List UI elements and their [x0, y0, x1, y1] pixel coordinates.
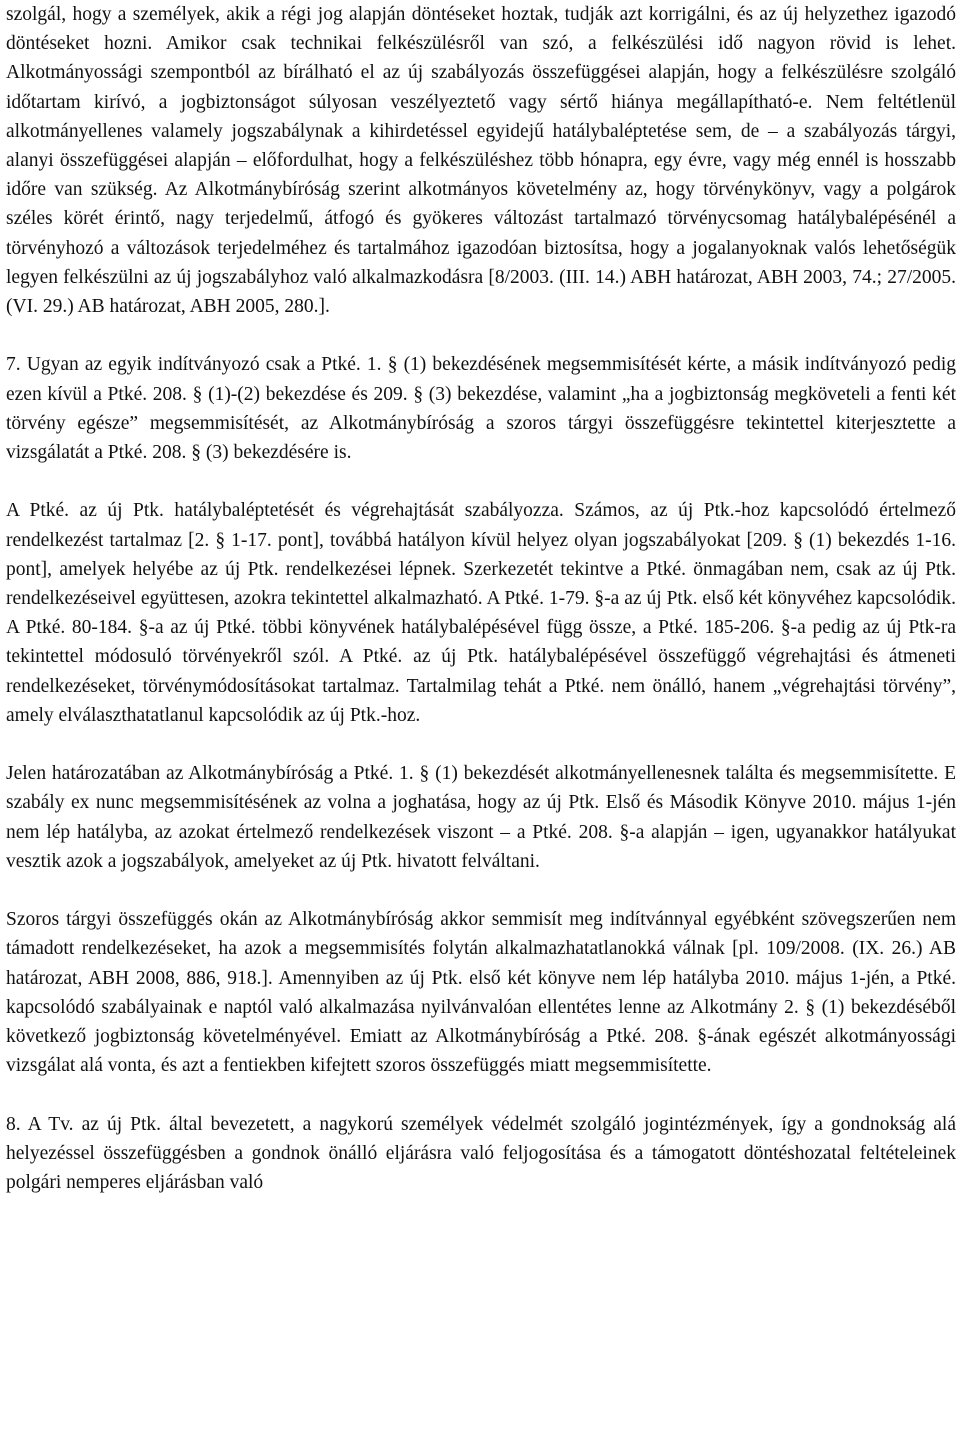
paragraph-ptke-structure: A Ptké. az új Ptk. hatálybaléptetését és végrehajtását szabályozza. Számos, az új Ptk.-hoz kapcsolódó értelmező rendelkezést tartalmaz [2. § 1-17. pont], továbbá hatályon kívül helyez olyan jogszabályokat [209. § (1) bekezdés 1-16. pont], amelyek helyébe az új Ptk. rendelkezései lépnek. Szerkezetét tekintve a Ptké. önmagában nem, csak az új Ptk. rendelkezéseivel együttesen, azokra tekintettel alkalmazható. A Ptké. 1-79. §-a az új Ptk. első két könyvéhez kapcsolódik. A Ptké. 80-184. §-a az új Ptké. többi könyvének hatálybalépésével függ össze, a Ptké. 185-206. §-a pedig az új Ptk-ra tekintettel módosuló törvényekről szól. A Ptké. az új Ptk. hatálybalépésével összefüggő végrehajtási és átmeneti rendelkezéseket, törvénymódosításokat tartalmaz. Tartalmilag tehát a Ptké. nem önálló, hanem „végrehajtási törvény”, amely elválaszthatatlanul kapcsolódik az új Ptk.-hoz. — [6, 500, 956, 726]
paragraph-point-7: 7. Ugyan az egyik indítványozó csak a Ptké. 1. § (1) bekezdésének megsemmisítését kérte, a másik indítványozó pedig ezen kívül a Ptké. 208. § (1)-(2) bekezdése és 209. § (3) bekezdése, valamint „ha a jogbiztonság megköveteli a fenti két törvény egésze” megsemmisítését, az Alkotmánybíróság a szoros tárgyi összefüggésre tekintettel kiterjesztette a vizsgálatát a Ptké. 208. § (3) bekezdésére is. — [6, 354, 956, 464]
paragraph-legal-certainty: szolgál, hogy a személyek, akik a régi jog alapján döntéseket hoztak, tudják azt korrigálni, és az új helyzethez igazodó döntéseket hozni. Amikor csak technikai felkészülésről van szó, a felkészülési idő nagyon rövid is lehet. Alkotmányossági szempontból az bírálható el az új szabályozás összefüggései alapján, hogy a felkészülésre szolgáló időtartam kirívó, a jogbiztonságot súlyosan veszélyeztető vagy sértő hiánya megállapítható-e. Nem feltétlenül alkotmányellenes valamely jogszabálynak a kihirdetéssel egyidejű hatálybaléptetése sem, de – a szabályozás tárgyi, alanyi összefüggései alapján – előfordulhat, hogy a felkészüléshez több hónapra, egy évre, vagy még ennél is hosszabb időre van szükség. Az Alkotmánybíróság szerint alkotmányos követelmény az, hogy törvénykönyv, vagy a polgárok széles körét érintő, nagy terjedelmű, átfogó és gyökeres változást tartalmazó törvénycsomag hatálybalépésénél a törvényhozó a változások terjedelméhez és tartalmához igazodóan biztosítsa, hogy a jogalanyoknak valós lehetőségük legyen felkészülni az új jogszabályhoz való alkalmazkodásra [8/2003. (III. 14.) ABH határozat, ABH 2003, 74.; 27/2005. (VI. 29.) AB határozat, ABH 2005, 280.]. — [6, 4, 956, 318]
paragraph-annulment-effect: Jelen határozatában az Alkotmánybíróság a Ptké. 1. § (1) bekezdését alkotmányellenesnek találta és megsemmisítette. E szabály ex nunc megsemmisítésének az volna a joghatása, hogy az új Ptk. Első és Második Könyve 2010. május 1-jén nem lép hatályba, az azokat értelmező rendelkezések viszont – a Ptké. 208. §-a alapján – igen, ugyanakkor hatályukat vesztik azok a jogszabályok, amelyeket az új Ptk. hivatott felváltani. — [6, 763, 956, 872]
paragraph-point-8: 8. A Tv. az új Ptk. által bevezetett, a nagykorú személyek védelmét szolgáló jogintézmények, így a gondnokság alá helyezéssel összefüggésben a gondnok önálló eljárásra való feljogosítása és a támogatott döntéshozatal feltételeinek polgári nemperes eljárásban való — [6, 1113, 956, 1194]
paragraph-close-connection: Szoros tárgyi összefüggés okán az Alkotmánybíróság akkor semmisít meg indítvánnyal egyébként szövegszerűen nem támadott rendelkezéseket, ha azok a megsemmisítés folytán alkalmazhatatlanokká válnak [pl. 109/2008. (IX. 26.) AB határozat, ABH 2008, 886, 918.]. Amennyiben az új Ptk. első két könyve nem lép hatályba 2010. május 1-jén, a Ptké. kapcsolódó szabályainak e naptól való alkalmazása nyilvánvalóan ellentétes lenne az Alkotmány 2. § (1) bekezdéséből következő jogbiztonság követelményével. Emiatt az Alkotmánybíróság a Ptké. 208. §-ának egészét alkotmányossági vizsgálat alá vonta, és azt a fentiekben kifejtett szoros összefüggés miatt megsemmisítette. — [6, 909, 956, 1077]
document-body — [6, 0, 956, 1197]
